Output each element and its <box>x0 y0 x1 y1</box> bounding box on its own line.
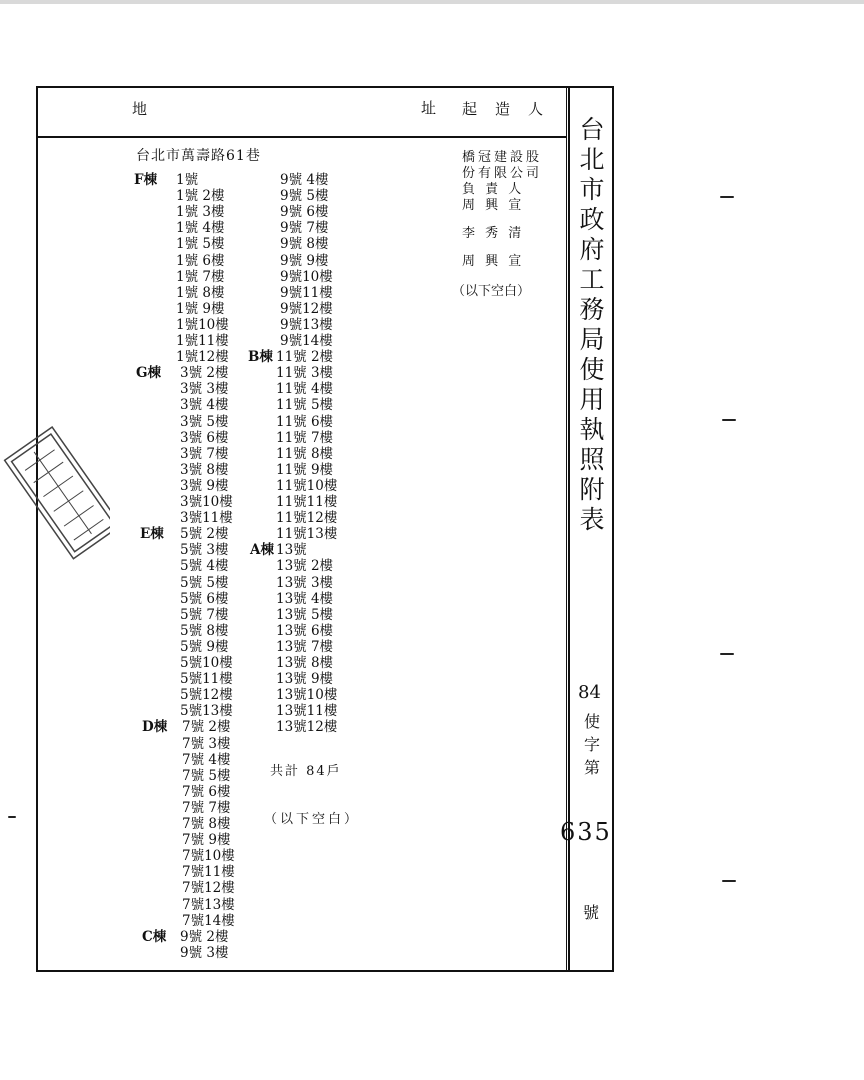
license-type-char: 第 <box>583 758 600 777</box>
title-char: 工 <box>579 265 605 294</box>
unit-row: 3號 5樓 <box>180 413 229 430</box>
license-type-char: 字 <box>583 735 600 754</box>
unit-row: 1號12樓 <box>176 349 229 366</box>
unit-row: 5號12樓 <box>180 687 233 704</box>
unit-row: 9號 3樓 <box>180 944 229 961</box>
title-char: 務 <box>579 295 605 324</box>
unit-row: 11號 2樓 <box>276 349 334 366</box>
unit-row: 5號 8樓 <box>180 622 229 639</box>
building-label: G棟 <box>136 365 162 382</box>
unit-row: 7號 9樓 <box>182 832 231 849</box>
unit-row: 7號 4樓 <box>182 751 231 768</box>
unit-row: 5號 5樓 <box>180 574 229 591</box>
scan-mark <box>722 880 736 882</box>
unit-row: 3號10樓 <box>180 494 233 510</box>
unit-row: 9號12樓 <box>280 300 333 317</box>
unit-row: 3號 4樓 <box>180 397 229 414</box>
unit-row: 7號 3樓 <box>182 735 231 752</box>
unit-row: 3號11樓 <box>180 510 233 527</box>
address-column-1 <box>130 172 270 962</box>
title-char: 使 <box>579 355 605 384</box>
license-type-char: 使 <box>583 712 600 731</box>
unit-row: 5號13樓 <box>180 703 233 720</box>
unit-row: 7號11樓 <box>182 864 235 881</box>
title-char: 北 <box>579 145 605 174</box>
unit-row: 11號 3樓 <box>276 365 334 382</box>
license-type <box>580 710 604 785</box>
unit-row: 13號 9樓 <box>276 671 334 688</box>
unit-row: 11號12樓 <box>276 510 338 527</box>
unit-row: 3號 2樓 <box>180 365 229 382</box>
building-label: D棟 <box>142 719 168 736</box>
official-seal <box>0 395 110 565</box>
building-label: B棟 <box>248 349 273 366</box>
unit-row: 11號 7樓 <box>276 429 334 446</box>
unit-row: 3號 8樓 <box>180 461 229 478</box>
scan-edge <box>0 0 864 4</box>
applicants-end: （以下空白） <box>452 284 531 299</box>
unit-row: 1號 3樓 <box>176 204 225 221</box>
unit-row: 7號 8樓 <box>182 816 231 832</box>
building-label: E棟 <box>140 526 164 543</box>
unit-row: 1號 7樓 <box>176 268 225 285</box>
unit-row: 1號 5樓 <box>176 236 225 253</box>
unit-row: 5號 7樓 <box>180 606 229 623</box>
unit-row: 1號11樓 <box>176 333 229 349</box>
unit-row: 3號 3樓 <box>180 381 229 398</box>
unit-row: 9號14樓 <box>280 333 333 349</box>
unit-row: 13號 4樓 <box>276 590 334 607</box>
applicant-line: 李 秀 清 <box>462 226 525 241</box>
applicant-line: 周 興 宣 <box>462 198 525 213</box>
header-address-col2: 址 <box>421 99 437 117</box>
unit-row: 13號 6樓 <box>276 622 334 639</box>
unit-row: 7號 7樓 <box>182 799 231 816</box>
unit-row: 13號12樓 <box>276 719 338 736</box>
unit-row: 5號 2樓 <box>180 526 229 543</box>
unit-row: 5號 6樓 <box>180 590 229 607</box>
scan-mark <box>720 196 734 198</box>
unit-row: 9號 6樓 <box>280 204 329 221</box>
unit-row: 13號 <box>276 542 307 559</box>
title-char: 府 <box>579 235 605 264</box>
unit-row: 13號11樓 <box>276 703 338 720</box>
unit-row: 9號 2樓 <box>180 928 229 945</box>
license-year: 84 <box>578 682 601 703</box>
unit-row: 5號 3樓 <box>180 542 229 559</box>
unit-row: 13號 3樓 <box>276 574 334 591</box>
unit-row: 1號 4樓 <box>176 220 225 237</box>
unit-row: 7號12樓 <box>182 880 235 897</box>
unit-row: 11號10樓 <box>276 477 338 494</box>
unit-row: 9號 9樓 <box>280 252 329 269</box>
unit-row: 11號 4樓 <box>276 381 334 398</box>
title-char: 表 <box>579 505 605 534</box>
unit-row: 3號 7樓 <box>180 445 229 462</box>
unit-row: 7號 2樓 <box>182 719 231 736</box>
unit-row: 1號 2樓 <box>176 188 225 205</box>
unit-row: 7號 6樓 <box>182 783 231 800</box>
unit-row: 7號10樓 <box>182 848 235 865</box>
unit-row: 9號13樓 <box>280 316 333 333</box>
building-label: F棟 <box>134 172 158 188</box>
vertical-title <box>575 115 609 545</box>
unit-row: 3號 9樓 <box>180 477 229 494</box>
unit-row: 9號 5樓 <box>280 188 329 205</box>
unit-row: 13號 2樓 <box>276 558 334 575</box>
street-address: 台北市萬壽路61巷 <box>136 148 261 164</box>
header-applicant: 起造人 <box>462 100 562 118</box>
unit-row: 13號10樓 <box>276 687 338 704</box>
unit-row: 11號 6樓 <box>276 413 334 430</box>
unit-row: 5號 4樓 <box>180 558 229 575</box>
building-label: A棟 <box>250 542 274 559</box>
license-suffix: 號 <box>583 903 600 922</box>
header-address-col1: 地 <box>132 100 148 118</box>
unit-row: 9號11樓 <box>280 284 333 301</box>
unit-row: 1號 6樓 <box>176 252 225 269</box>
title-char: 附 <box>579 475 605 504</box>
title-char: 市 <box>579 175 605 204</box>
applicant-line: 份有限公司 <box>462 166 543 181</box>
title-char: 照 <box>579 445 605 474</box>
unit-row: 11號 8樓 <box>276 445 334 462</box>
unit-row: 3號 6樓 <box>180 429 229 446</box>
unit-row: 11號 9樓 <box>276 461 334 478</box>
total-households: 共計 84戶 <box>270 764 342 779</box>
building-label: C棟 <box>142 928 167 945</box>
unit-row: 13號 8樓 <box>276 655 334 671</box>
unit-row: 9號 8樓 <box>280 236 329 253</box>
unit-row: 5號11樓 <box>180 671 233 688</box>
title-char: 局 <box>579 325 605 354</box>
applicant-line: 周 興 宣 <box>462 254 525 269</box>
unit-row: 7號14樓 <box>182 912 235 929</box>
scan-mark <box>8 816 16 818</box>
unit-row: 9號10樓 <box>280 268 333 285</box>
applicant-line: 橋冠建設股 <box>462 150 543 165</box>
unit-row: 13號 7樓 <box>276 638 334 655</box>
applicant-line: 負 責 人 <box>462 182 525 197</box>
license-number: 635 <box>560 818 612 846</box>
scan-mark <box>722 419 736 421</box>
unit-row: 1號 9樓 <box>176 300 225 317</box>
title-char: 執 <box>579 415 605 444</box>
address-column-2 <box>250 172 390 772</box>
unit-row: 5號 9樓 <box>180 638 229 655</box>
unit-row: 9號 4樓 <box>280 172 329 188</box>
unit-row: 13號 5樓 <box>276 606 334 623</box>
unit-row: 1號 <box>176 172 199 188</box>
title-char: 政 <box>579 205 605 234</box>
title-char: 用 <box>579 385 605 414</box>
unit-row: 11號13樓 <box>276 526 338 543</box>
unit-row: 5號10樓 <box>180 655 233 671</box>
unit-row: 11號 5樓 <box>276 397 334 414</box>
unit-row: 7號 5樓 <box>182 767 231 784</box>
scan-mark <box>720 653 734 655</box>
col2-end: （以下空白） <box>264 812 361 827</box>
unit-row: 7號13樓 <box>182 896 235 913</box>
unit-row: 9號 7樓 <box>280 220 329 237</box>
title-char: 台 <box>579 115 605 144</box>
unit-row: 11號11樓 <box>276 494 338 510</box>
unit-row: 1號10樓 <box>176 316 229 333</box>
header-divider <box>38 136 566 138</box>
unit-row: 1號 8樓 <box>176 284 225 301</box>
